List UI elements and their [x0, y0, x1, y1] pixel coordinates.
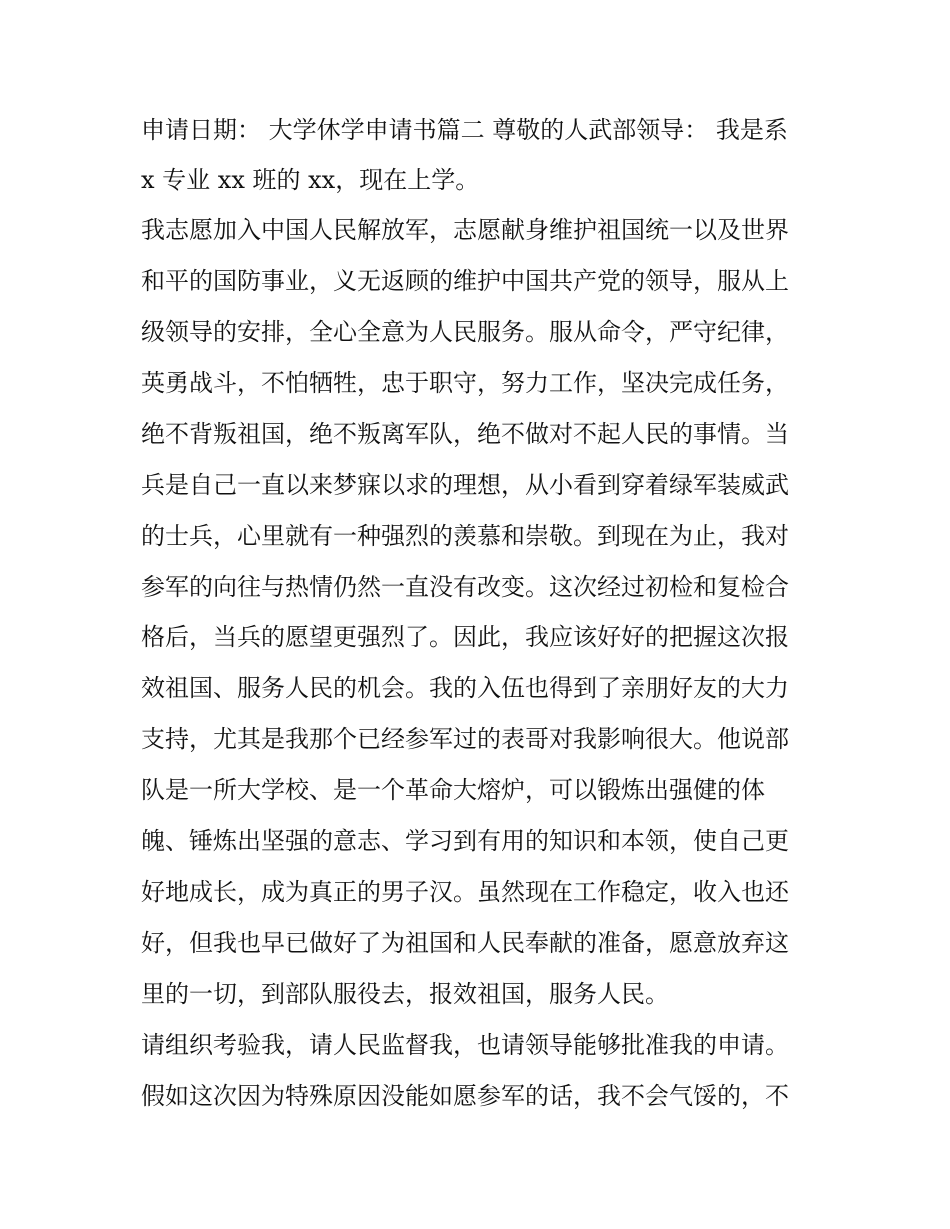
text-line-13: 支持，尤其是我那个已经参军过的表哥对我影响很大。他说部 [141, 725, 789, 753]
text-line-15: 魄、锤炼出坚强的意志、学习到有用的知识和本领，使自己更 [141, 827, 789, 855]
text-line-7: 绝不背叛祖国，绝不叛离军队，绝不做对不起人民的事情。当 [141, 420, 789, 448]
text-line-4: 和平的国防事业，义无返顾的维护中国共产党的领导，服从上 [141, 267, 789, 295]
text-line-19: 请组织考验我，请人民监督我，也请领导能够批准我的申请。 [141, 1031, 789, 1059]
text-line-16: 好地成长，成为真正的男子汉。虽然现在工作稳定，收入也还 [141, 878, 789, 906]
text-line-8: 兵是自己一直以来梦寐以求的理想，从小看到穿着绿军装威武 [141, 471, 789, 499]
text-line-10: 参军的向往与热情仍然一直没有改变。这次经过初检和复检合 [141, 573, 789, 601]
text-line-12: 效祖国、服务人民的机会。我的入伍也得到了亲朋好友的大力 [141, 674, 789, 702]
text-line-2: x 专业 xx 班的 xx，现在上学。 [141, 166, 480, 194]
text-line-3: 我志愿加入中国人民解放军，志愿献身维护祖国统一以及世界 [141, 216, 789, 244]
text-line-20: 假如这次因为特殊原因没能如愿参军的话，我不会气馁的，不 [141, 1082, 789, 1110]
text-line-5: 级领导的安排，全心全意为人民服务。服从命令，严守纪律， [141, 318, 789, 346]
text-line-17: 好，但我也早已做好了为祖国和人民奉献的准备，愿意放弃这 [141, 929, 789, 957]
text-line-6: 英勇战斗，不怕牺牲，忠于职守，努力工作，坚决完成任务， [141, 369, 789, 397]
text-line-1: 申请日期： 大学休学申请书篇二 尊敬的人武部领导： 我是系 [141, 116, 788, 144]
text-line-14: 队是一所大学校、是一个革命大熔炉，可以锻炼出强健的体 [141, 776, 765, 804]
text-line-18: 里的一切，到部队服役去，报效祖国，服务人民。 [141, 980, 669, 1008]
text-line-11: 格后，当兵的愿望更强烈了。因此，我应该好好的把握这次报 [141, 623, 789, 651]
text-line-9: 的士兵，心里就有一种强烈的羡慕和崇敬。到现在为止，我对 [141, 522, 789, 550]
